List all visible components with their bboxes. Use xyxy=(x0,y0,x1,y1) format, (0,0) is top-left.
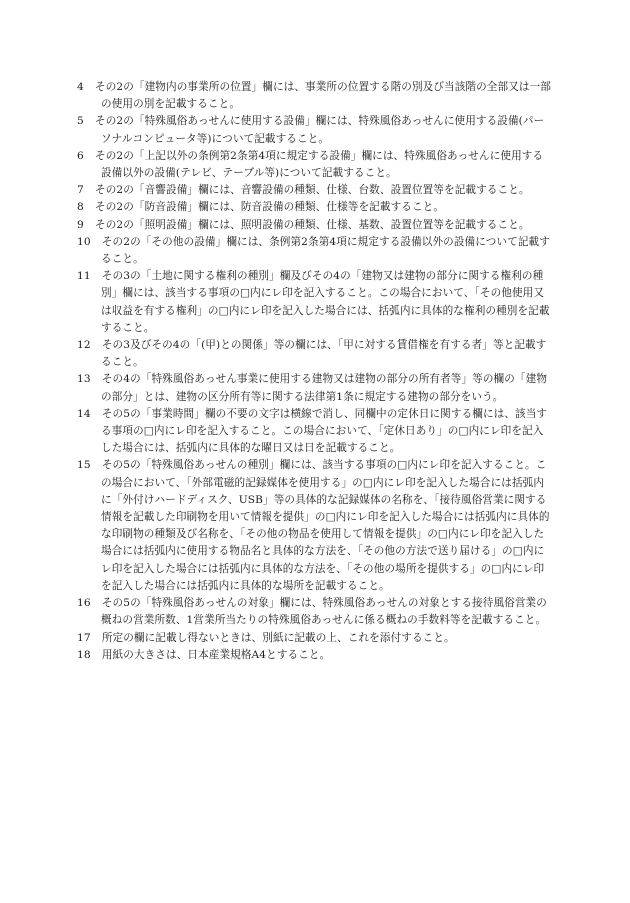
note-item: 6 その2の「上記以外の条例第2条第4項に規定する設備」欄には、特殊風俗あっせんに使用する設備以外の設備(テレビ、テーブル等)について記載すること。 xyxy=(77,149,544,180)
note-item xyxy=(77,457,553,595)
note-item: 9 その2の「照明設備」欄には、照明設備の種類、仕様、基数、設置位置等を記載すること。 xyxy=(77,218,530,231)
note-number: 12 xyxy=(77,339,91,352)
note-text: 用紙の大きさは、日本産業規格A4とすること。 xyxy=(101,648,331,661)
note-text: その2の「上記以外の条例第2条第4項に規定する設備」欄には、特殊風俗あっせんに使用する設備以外の設備(テレビ、テーブル等)について記載すること。 xyxy=(95,149,544,180)
note-number: 15 xyxy=(77,459,91,472)
note-text: その2の「特殊風俗あっせんに使用する設備」欄には、特殊風俗あっせんに使用する設備(パーソナルコンピュータ等)について記載すること。 xyxy=(95,115,545,145)
note-item xyxy=(77,337,553,371)
note-text: その5の「事業時間」欄の不要の文字は横線で消し、同欄中の定休日に関する欄には、該当する事項の□内にレ印を記入すること。この場合において、「定休日あり」の□内にレ印を記入した場合には、括弧内に具体的な曜日又は日を記載すること。 xyxy=(101,407,548,455)
note-text: 所定の欄に記載し得ないときは、別紙に記載の上、これを添付すること。 xyxy=(101,631,455,644)
note-item: 4 その2の「建物内の事業所の位置」欄には、事業所の位置する階の別及び当該階の全部又は一部の使用の別を記載すること。 xyxy=(77,81,551,111)
note-item: 5 その2の「特殊風俗あっせんに使用する設備」欄には、特殊風俗あっせんに使用する設備(パーソナルコンピュータ等)について記載すること。 xyxy=(77,115,545,145)
note-item xyxy=(77,234,553,268)
note-text: その2の「その他の設備」欄には、条例第2条第4項に規定する設備以外の設備について記載すること。 xyxy=(101,235,550,266)
note-number: 14 xyxy=(77,407,91,420)
note-item xyxy=(77,406,553,458)
note-number: 11 xyxy=(77,270,91,283)
note-item xyxy=(77,268,553,337)
note-text: その2の「照明設備」欄には、照明設備の種類、仕様、基数、設置位置等を記載すること。 xyxy=(95,218,530,231)
note-item xyxy=(77,371,553,405)
note-number: 13 xyxy=(77,373,91,386)
note-text: その5の「特殊風俗あっせんの種別」欄には、該当する事項の□内にレ印を記入すること。この場合において、「外部電磁的記録媒体を使用する」の□内にレ印を記入した場合には括弧内に「外付けハードディスク、USB」等の具体的な記録媒体の名称を、「接待風俗営業に関する情報を記載した印刷物を用いて情報を提供」の□内にレ印を記入した場合には括弧内に具体的な印刷物の種類及び名称を、「その他の物品を使用して情報を提供」の□内にレ印を記入した場合には括弧内に使用する物品名と具体的な方法を、「その他の方法で送り届ける」の□内にレ印を記入した場合には括弧内に具体的な方法を、「その他の場所を提供する」の□内にレ印を記入した場合には括弧内に具体的な場所を記載すること。 xyxy=(101,459,550,592)
note-text: その5の「特殊風俗あっせんの対象」欄には、特殊風俗あっせんの対象とする接待風俗営業の概ねの営業所数、1営業所当たりの特殊風俗あっせんに係る概ねの手数料等を記載すること。 xyxy=(101,597,547,627)
note-text: その2の「建物内の事業所の位置」欄には、事業所の位置する階の別及び当該階の全部又は一部の使用の別を記載すること。 xyxy=(95,81,551,111)
note-item xyxy=(77,647,553,664)
note-text: その2の「音響設備」欄には、音響設備の種類、仕様、台数、設置位置等を記載すること。 xyxy=(95,184,530,197)
note-number: 10 xyxy=(77,235,91,248)
note-item xyxy=(77,595,553,629)
note-number: 18 xyxy=(77,648,91,661)
note-item xyxy=(77,630,553,647)
note-text: その4の「特殊風俗あっせん事業に使用する建物又は建物の部分の所有者等」等の欄の「建物の部分」とは、建物の区分所有等に関する法律第1条に規定する建物の部分をいう。 xyxy=(101,373,548,403)
note-item: 7 その2の「音響設備」欄には、音響設備の種類、仕様、台数、設置位置等を記載すること。 xyxy=(77,184,530,197)
note-number: 17 xyxy=(77,631,91,644)
note-number: 16 xyxy=(77,597,91,610)
note-item: 8 その2の「防音設備」欄には、防音設備の種類、仕様等を記載すること。 xyxy=(77,201,445,214)
note-text: その2の「防音設備」欄には、防音設備の種類、仕様等を記載すること。 xyxy=(95,201,445,214)
notes-list xyxy=(77,79,553,664)
note-text: その3及びその4の「(甲)との関係」等の欄には、「甲に対する賃借権を有する者」等と記載すること。 xyxy=(101,339,547,369)
note-text: その3の「土地に関する権利の種別」欄及びその4の「建物又は建物の部分に関する権利の種別」欄には、該当する事項の□内にレ印を記入すること。この場合において、「その他使用又は収益を有する権利」の□内にレ印を記入した場合には、括弧内に具体的な権利の種別を記載すること。 xyxy=(101,270,550,334)
